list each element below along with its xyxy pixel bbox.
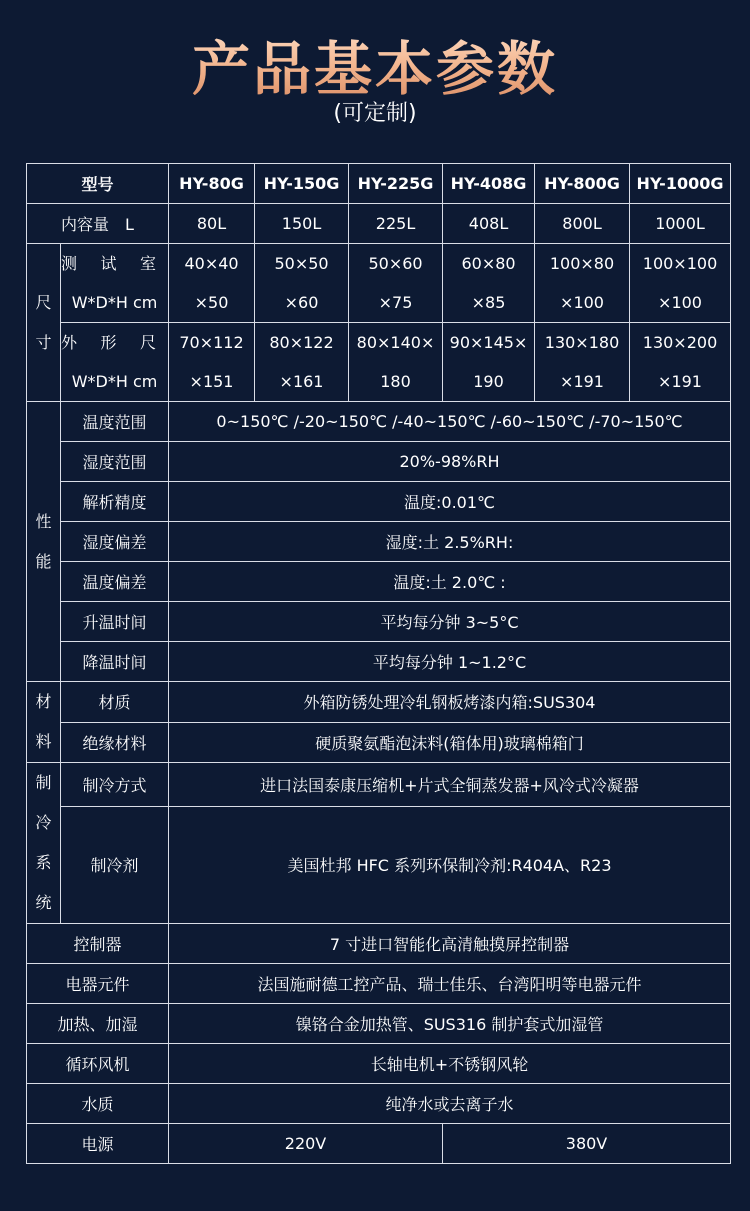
perf-label: 温度偏差 (61, 562, 169, 602)
perf-value: 平均每分钟 3~5°C (169, 602, 731, 642)
model-cell: HY-408G (443, 164, 535, 204)
table-row-misc (27, 964, 731, 1004)
outer-dim-1: 90×145× (449, 333, 528, 352)
chamber-cell (255, 244, 349, 323)
perf-group-label (27, 402, 61, 682)
chamber-cell (169, 244, 255, 323)
table-row-performance (27, 482, 731, 522)
table-row-capacity (27, 204, 731, 244)
table-row-performance (27, 522, 731, 562)
material-value: 外箱防锈处理冷轧钢板烤漆内箱:SUS304 (169, 682, 731, 723)
chamber-dim-1: 60×80 (461, 254, 516, 273)
chamber-dim-2: ×100 (560, 293, 604, 312)
table-row-chamber-size (27, 244, 731, 323)
chamber-dim-2: ×50 (194, 293, 229, 312)
capacity-cell: 408L (443, 204, 535, 244)
material-group-text: 材料 (35, 692, 52, 751)
capacity-label: 内容量 L (27, 204, 169, 244)
chamber-cell (535, 244, 630, 323)
page-title: 产品基本参数 (0, 22, 750, 106)
perf-label: 温度范围 (61, 402, 169, 442)
table-row-performance (27, 562, 731, 602)
table-row-material (27, 682, 731, 723)
cooling-label: 制冷方式 (61, 763, 169, 807)
outer-cell (169, 323, 255, 402)
table-row-performance (27, 442, 731, 482)
perf-value: 平均每分钟 1~1.2°C (169, 642, 731, 682)
chamber-unit: W*D*H cm (71, 293, 158, 312)
outer-dim-1: 80×122 (269, 333, 334, 352)
misc-value: 法国施耐德工控产品、瑞士佳乐、台湾阳明等电器元件 (169, 964, 731, 1004)
chamber-dim-1: 40×40 (184, 254, 239, 273)
cooling-value: 进口法国泰康压缩机+片式全铜蒸发器+风冷式冷凝器 (169, 763, 731, 807)
outer-cell (349, 323, 443, 402)
table-row-power (27, 1124, 731, 1164)
chamber-label-cell (61, 244, 169, 323)
misc-value: 镍铬合金加热管、SUS316 制护套式加湿管 (169, 1004, 731, 1044)
outer-dim-1: 130×180 (544, 333, 620, 352)
material-value: 硬质聚氨酯泡沫料(箱体用)玻璃棉箱门 (169, 722, 731, 763)
material-group-label (27, 682, 61, 763)
cooling-value: 美国杜邦 HFC 系列环保制冷剂:R404A、R23 (169, 806, 731, 924)
cooling-group-label (27, 763, 61, 924)
perf-value: 20%-98%RH (169, 442, 731, 482)
chamber-cell (349, 244, 443, 323)
page-subtitle: (可定制) (333, 101, 417, 126)
capacity-cell: 1000L (630, 204, 731, 244)
chamber-dim-1: 50×50 (274, 254, 329, 273)
outer-cell (443, 323, 535, 402)
outer-dim-2: ×151 (189, 372, 234, 391)
perf-value: 0~150℃ /-20~150℃ /-40~150℃ /-60~150℃ /-70~150℃ (169, 402, 731, 442)
perf-value: 温度:0.01℃ (169, 482, 731, 522)
chamber-dim-1: 100×80 (549, 254, 615, 273)
material-label: 绝缘材料 (61, 722, 169, 763)
material-label: 材质 (61, 682, 169, 723)
perf-label: 湿度偏差 (61, 522, 169, 562)
misc-label: 水质 (27, 1084, 169, 1124)
table-row-cooling (27, 806, 731, 924)
capacity-cell: 150L (255, 204, 349, 244)
chamber-dim-1: 100×100 (642, 254, 718, 273)
model-cell: HY-800G (535, 164, 630, 204)
misc-value: 纯净水或去离子水 (169, 1084, 731, 1124)
outer-label-cell (61, 323, 169, 402)
spec-table (26, 163, 731, 1164)
chamber-cell (630, 244, 731, 323)
outer-dim-2: ×191 (560, 372, 604, 391)
table-row-material (27, 722, 731, 763)
misc-value: 7 寸进口智能化高清触摸屏控制器 (169, 924, 731, 964)
table-row-performance (27, 602, 731, 642)
perf-group-text: 性能 (35, 511, 52, 571)
power-value: 220V (169, 1124, 443, 1164)
cooling-label: 制冷剂 (61, 806, 169, 924)
model-cell: HY-80G (169, 164, 255, 204)
outer-dim-2: 180 (380, 372, 411, 391)
chamber-dim-1: 50×60 (368, 254, 423, 273)
chamber-label: 测 试 室 (61, 254, 156, 273)
table-row-performance (27, 642, 731, 682)
chamber-dim-2: ×100 (658, 293, 702, 312)
table-row-misc (27, 1004, 731, 1044)
chamber-dim-2: ×85 (471, 293, 506, 312)
power-value: 380V (443, 1124, 731, 1164)
chamber-dim-2: ×75 (378, 293, 413, 312)
misc-label: 加热、加湿 (27, 1004, 169, 1044)
outer-dim-2: ×161 (279, 372, 324, 391)
table-row-performance (27, 402, 731, 442)
model-cell: HY-1000G (630, 164, 731, 204)
model-cell: HY-150G (255, 164, 349, 204)
outer-dim-2: ×191 (658, 372, 702, 391)
model-cell: HY-225G (349, 164, 443, 204)
cooling-group-text: 制冷系统 (35, 773, 52, 912)
perf-value: 湿度:土 2.5%RH: (169, 522, 731, 562)
perf-label: 降温时间 (61, 642, 169, 682)
table-row-misc (27, 924, 731, 964)
size-group-text: 尺寸 (35, 292, 52, 352)
perf-label: 解析精度 (61, 482, 169, 522)
perf-label: 湿度范围 (61, 442, 169, 482)
outer-label: 外 形 尺 (61, 333, 156, 352)
power-label: 电源 (27, 1124, 169, 1164)
capacity-cell: 225L (349, 204, 443, 244)
size-group-label (27, 244, 61, 402)
capacity-cell: 80L (169, 204, 255, 244)
table-row-misc (27, 1044, 731, 1084)
misc-label: 循环风机 (27, 1044, 169, 1084)
outer-cell (255, 323, 349, 402)
outer-dim-1: 80×140× (356, 333, 435, 352)
outer-dim-2: 190 (473, 372, 504, 391)
misc-label: 电器元件 (27, 964, 169, 1004)
model-label: 型号 (27, 164, 169, 204)
outer-unit: W*D*H cm (71, 372, 158, 391)
misc-label: 控制器 (27, 924, 169, 964)
misc-value: 长轴电机+不锈钢风轮 (169, 1044, 731, 1084)
table-row-cooling (27, 763, 731, 807)
outer-cell (535, 323, 630, 402)
outer-dim-1: 70×112 (179, 333, 244, 352)
chamber-dim-2: ×60 (284, 293, 319, 312)
table-row-outer-size (27, 323, 731, 402)
capacity-cell: 800L (535, 204, 630, 244)
perf-value: 温度:土 2.0℃ : (169, 562, 731, 602)
perf-label: 升温时间 (61, 602, 169, 642)
chamber-cell (443, 244, 535, 323)
outer-dim-1: 130×200 (642, 333, 718, 352)
outer-cell (630, 323, 731, 402)
table-row-model (27, 164, 731, 204)
table-row-misc (27, 1084, 731, 1124)
